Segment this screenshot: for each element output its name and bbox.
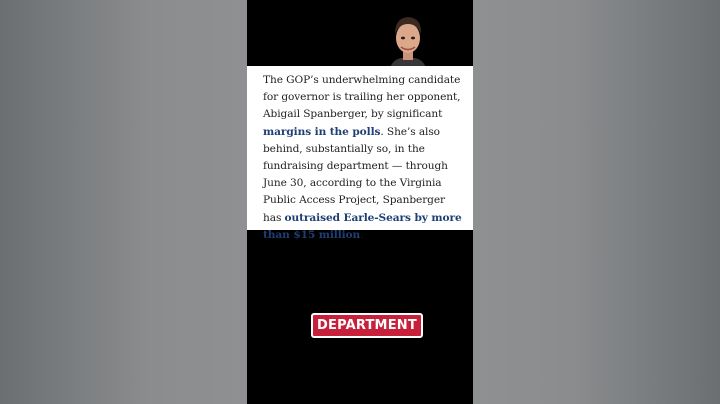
- outraised-link[interactable]: outraised Earle-Sears by more than $15 million: [263, 211, 462, 241]
- subtitle-caption: DEPARTMENT: [311, 313, 423, 338]
- article-paragraph: [263, 72, 465, 244]
- blurred-background-left: [0, 0, 247, 404]
- margins-in-the-polls-link[interactable]: margins in the polls: [263, 125, 381, 138]
- article-text-part-1: The GOP’s underwhelming candidate for governor is trailing her opponent, Abigail Spanberger, by significant: [263, 74, 461, 121]
- video-frame[interactable]: [247, 0, 473, 404]
- article-excerpt: [247, 66, 473, 241]
- article-text-part-2: . She’s also behind, substantially so, in the fundraising department — through June 30, according to the Virginia Public Access Project, Spanberger has: [263, 125, 448, 224]
- presenter-avatar: [387, 12, 429, 72]
- blurred-background-right: [473, 0, 720, 404]
- article-text-part-3: .: [360, 228, 364, 241]
